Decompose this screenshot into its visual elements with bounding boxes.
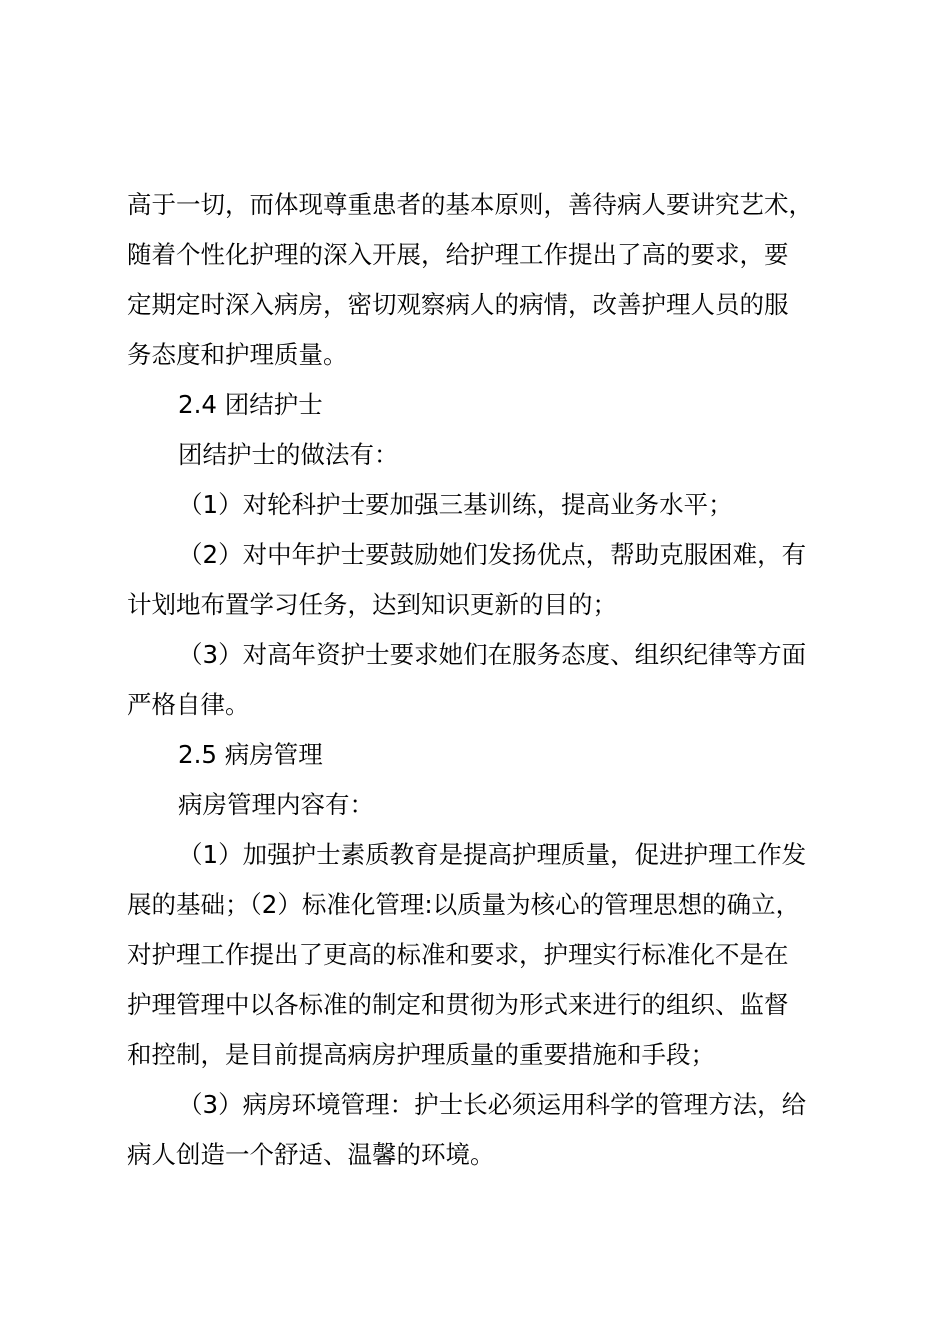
text-line: 病人创造一个舒适、温馨的环境。 <box>127 1140 495 1169</box>
text-line: 严格自律。 <box>127 690 250 719</box>
text-line: 务态度和护理质量。 <box>127 340 348 369</box>
document-body <box>127 180 845 1180</box>
list-item: （3）对高年资护士要求她们在服务态度、组织纪律等方面 <box>178 640 807 669</box>
list-item: （3）病房环境管理：护士长必须运用科学的管理方法，给 <box>178 1090 807 1119</box>
text-line: 高于一切，而体现尊重患者的基本原则，善待病人要讲究艺术， <box>127 190 813 219</box>
text-line: 护理管理中以各标准的制定和贯彻为形式来进行的组织、监督 <box>127 990 789 1019</box>
text-line: 随着个性化护理的深入开展，给护理工作提出了高的要求，要 <box>127 240 789 269</box>
text-line: 和控制，是目前提高病房护理质量的重要措施和手段； <box>127 1040 715 1069</box>
text-line: 计划地布置学习任务，达到知识更新的目的； <box>127 590 617 619</box>
list-item: （2）对中年护士要鼓励她们发扬优点，帮助克服困难，有 <box>178 540 807 569</box>
list-item: （1）加强护士素质教育是提高护理质量，促进护理工作发 <box>178 840 807 869</box>
text-line: 病房管理内容有： <box>178 790 374 819</box>
section-heading: 2.4 团结护士 <box>178 390 323 419</box>
text-line: 对护理工作提出了更高的标准和要求，护理实行标准化不是在 <box>127 940 789 969</box>
text-line: 团结护士的做法有： <box>178 440 399 469</box>
text-line: 展的基础；（2）标准化管理:以质量为核心的管理思想的确立， <box>127 890 801 919</box>
list-item: （1）对轮科护士要加强三基训练，提高业务水平； <box>178 490 733 519</box>
section-heading: 2.5 病房管理 <box>178 740 323 769</box>
text-line: 定期定时深入病房，密切观察病人的病情，改善护理人员的服 <box>127 290 789 319</box>
